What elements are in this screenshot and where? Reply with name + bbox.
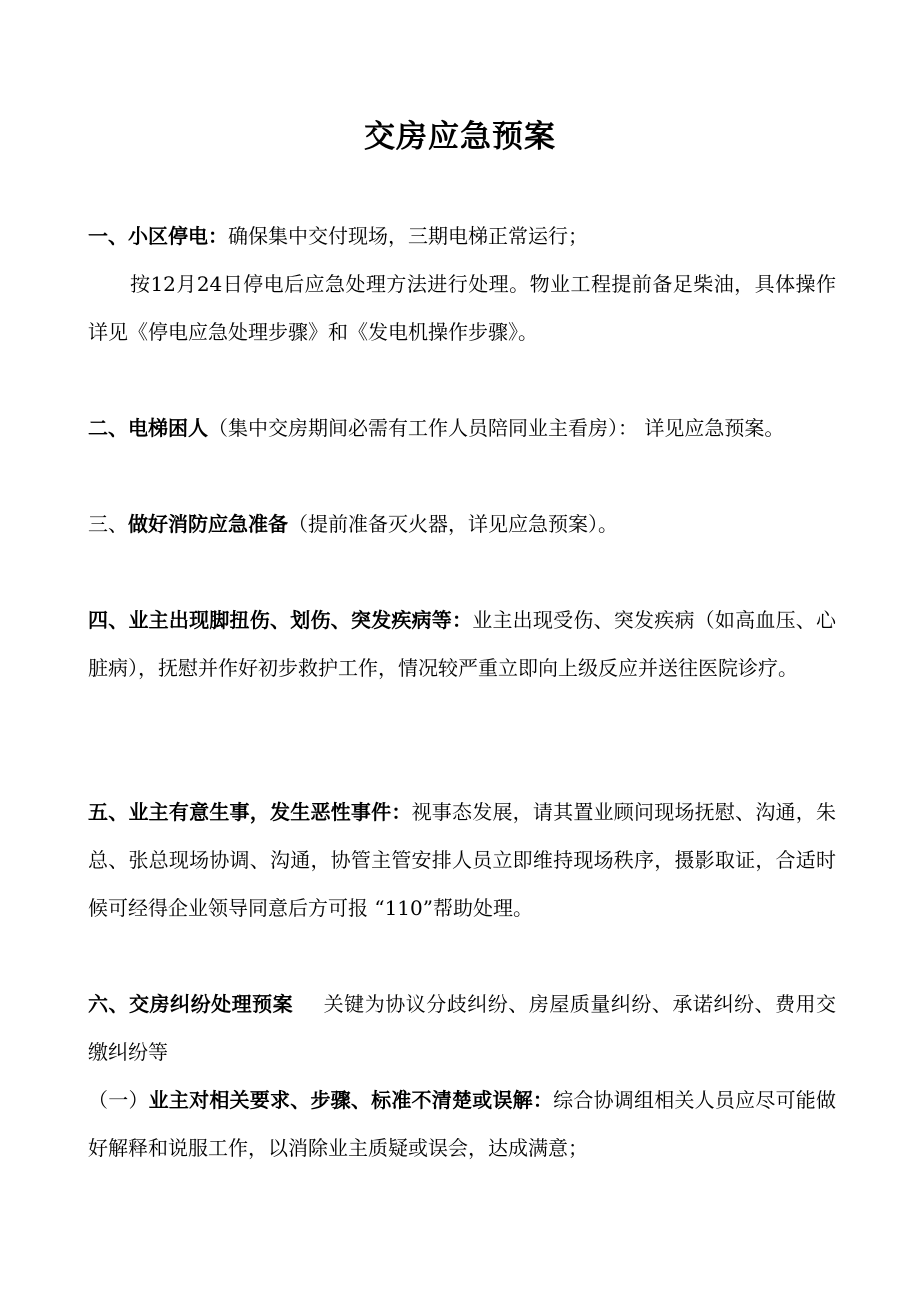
section-power-outage [88, 212, 836, 260]
document-title: 交房应急预案 [364, 119, 556, 155]
section-heading: 六、交房纠纷处理预案 [88, 992, 294, 1016]
subsection-prefix: （一） [88, 1088, 149, 1112]
section-heading: 五、业主有意生事，发生恶性事件： [88, 800, 412, 824]
section-power-outage-detail: 按12月24日停电后应急处理方法进行处理。物业工程提前备足柴油，具体操作详见《停电应急处理步骤》和《发电机操作步骤》。 [88, 272, 836, 344]
section-fire-preparedness [88, 500, 836, 548]
section-text: 业主出现受伤、突发疾病（如高血压、心脏病），抚慰并作好初步救护工作，情况较严重立即向上级反应并送往医院诊疗。 [88, 608, 837, 680]
section-heading: 四、业主出现脚扭伤、划伤、突发疾病等： [88, 608, 473, 632]
section-heading: 做好消防应急准备 [128, 512, 288, 536]
subsection-text: 综合协调组相关人员应尽可能做好解释和说服工作，以消除业主质疑或误会，达成满意； [88, 1088, 837, 1160]
section-elevator-trapped [88, 404, 836, 452]
section-text: 关键为协议分歧纠纷、房屋质量纠纷、承诺纠纷、费用交缴纠纷等 [88, 992, 837, 1064]
subsection-owner-misunderstanding [88, 1076, 836, 1172]
section-heading: 一、小区停电： [88, 224, 228, 248]
subsection-heading: 业主对相关要求、步骤、标准不清楚或误解： [148, 1088, 554, 1112]
section-text: 视事态发展，请其置业顾问现场抚慰、沟通，朱总、张总现场协调、沟通，协管主管安排人员立即维持现场秩序，摄影取证，合适时候可经得企业领导同意后方可报 “110”帮助处理。 [88, 800, 837, 920]
section-owner-injury [88, 596, 836, 692]
section-malicious-incident [88, 788, 836, 932]
section-dispute-plan [88, 980, 836, 1076]
section-heading: 二、电梯困人 [88, 416, 208, 440]
section-text: 确保集中交付现场，三期电梯正常运行； [228, 224, 588, 248]
section-text: （提前准备灭火器，详见应急预案）。 [288, 512, 618, 536]
section-text: （集中交房期间必需有工作人员陪同业主看房）： 详见应急预案。 [208, 416, 785, 440]
section-prefix: 三、 [88, 512, 128, 536]
